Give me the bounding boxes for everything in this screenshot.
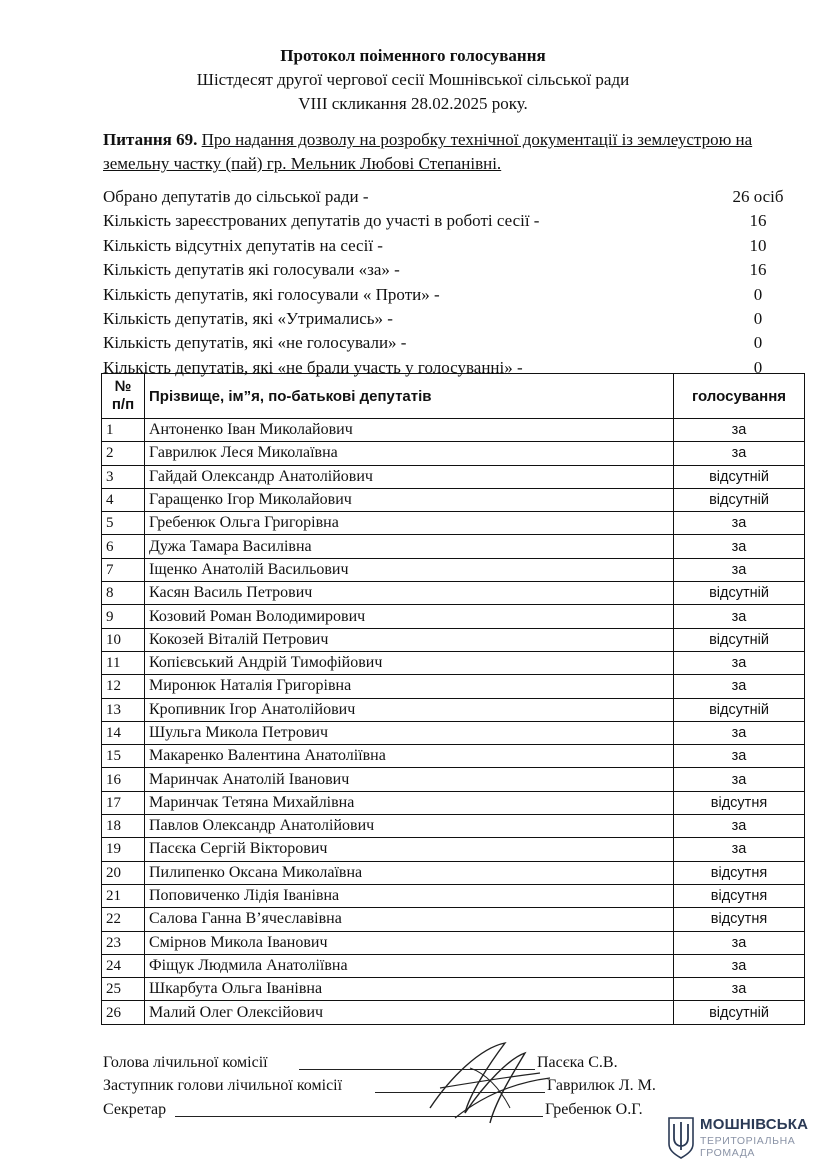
table-row	[102, 558, 805, 581]
deputy-name: Павлов Олександр Анатолійович	[145, 815, 674, 838]
vote-result: відсутня	[674, 884, 805, 907]
row-number: 13	[102, 698, 145, 721]
table-row	[102, 465, 805, 488]
stat-label: Кількість депутатів, які «не брали участь у голосуванні» -	[103, 357, 523, 377]
vote-result: за	[674, 675, 805, 698]
stat-row	[103, 258, 803, 282]
stat-value: 0	[753, 333, 763, 353]
deputy-name: Гайдай Олександр Анатолійович	[145, 465, 674, 488]
table-row	[102, 908, 805, 931]
table-row	[102, 535, 805, 558]
deputy-name: Пилипенко Оксана Миколаївна	[145, 861, 674, 884]
vote-result: за	[674, 815, 805, 838]
table-row	[102, 582, 805, 605]
vote-result: відсутній	[674, 582, 805, 605]
table-row	[102, 1001, 805, 1024]
vote-result: за	[674, 768, 805, 791]
roll-call-table	[101, 373, 805, 1025]
vote-result: за	[674, 721, 805, 744]
stat-value: 16	[749, 211, 767, 231]
column-header-vote: голосування	[674, 374, 805, 419]
vote-result: за	[674, 442, 805, 465]
stat-row	[103, 283, 803, 307]
deputy-name: Гаврилюк Леся Миколаївна	[145, 442, 674, 465]
table-row	[102, 838, 805, 861]
document-title: Протокол поіменного голосування	[280, 46, 546, 65]
vote-result: за	[674, 954, 805, 977]
handwritten-signature	[410, 1038, 560, 1128]
table-row	[102, 721, 805, 744]
vote-result: за	[674, 978, 805, 1001]
table-row	[102, 815, 805, 838]
stat-label: Кількість депутатів, які голосували « Проти» -	[103, 284, 440, 304]
column-header-name: Прізвище, ім”я, по-батькові депутатів	[145, 374, 674, 419]
stat-label: Кількість відсутніх депутатів на сесії -	[103, 235, 383, 255]
trident-icon	[666, 1114, 696, 1162]
vote-result: за	[674, 512, 805, 535]
logo-subtitle: ТЕРИТОРІАЛЬНА	[700, 1135, 796, 1147]
deputy-name: Пасєка Сергій Вікторович	[145, 838, 674, 861]
signature-row-secretary	[103, 1099, 663, 1121]
table-row	[102, 954, 805, 977]
stat-row	[103, 185, 803, 209]
row-number: 17	[102, 791, 145, 814]
deputy-name: Копієвський Андрій Тимофійович	[145, 651, 674, 674]
row-number: 15	[102, 745, 145, 768]
vote-result: за	[674, 745, 805, 768]
row-number: 25	[102, 978, 145, 1001]
deputy-name: Смірнов Микола Іванович	[145, 931, 674, 954]
table-row	[102, 488, 805, 511]
table-row	[102, 791, 805, 814]
row-number: 20	[102, 861, 145, 884]
community-logo	[666, 1114, 816, 1164]
row-number: 7	[102, 558, 145, 581]
stat-value: 0	[753, 357, 763, 377]
stat-value: 26 осіб	[732, 187, 784, 206]
deputy-name: Касян Василь Петрович	[145, 582, 674, 605]
table-row	[102, 605, 805, 628]
vote-result: за	[674, 535, 805, 558]
row-number: 18	[102, 815, 145, 838]
table-row	[102, 512, 805, 535]
convocation-date-line: VIII скликання 28.02.2025 року.	[298, 94, 528, 113]
deputy-name: Гаращенко Ігор Миколайович	[145, 488, 674, 511]
stat-value: 0	[753, 284, 763, 304]
deputy-name: Кропивник Ігор Анатолійович	[145, 698, 674, 721]
row-number: 19	[102, 838, 145, 861]
deputy-name: Кокозей Віталій Петрович	[145, 628, 674, 651]
row-number: 10	[102, 628, 145, 651]
signature-role: Голова лічильної комісії	[103, 1054, 268, 1071]
table-header-row	[102, 374, 805, 419]
signature-row-chair	[103, 1052, 663, 1074]
vote-result: відсутня	[674, 791, 805, 814]
row-number: 14	[102, 721, 145, 744]
stat-value: 0	[753, 308, 763, 328]
stat-row	[103, 307, 803, 331]
signature-role: Заступник голови лічильної комісії	[103, 1077, 343, 1094]
vote-result: відсутня	[674, 861, 805, 884]
question-block	[103, 128, 803, 176]
row-number: 22	[102, 908, 145, 931]
signatory-name: Гаврилюк Л. М.	[547, 1077, 656, 1094]
vote-result: за	[674, 838, 805, 861]
stat-label: Кількість депутатів, які «Утримались» -	[103, 308, 393, 328]
row-number: 1	[102, 419, 145, 442]
stat-label: Кількість зареєстрованих депутатів до участі в роботі сесії -	[103, 211, 540, 231]
signature-role: Секретар	[103, 1101, 167, 1118]
table-row	[102, 651, 805, 674]
table-row	[102, 442, 805, 465]
row-number: 5	[102, 512, 145, 535]
signature-row-deputy	[103, 1075, 683, 1097]
vote-result: відсутній	[674, 1001, 805, 1024]
table-row	[102, 698, 805, 721]
stat-row	[103, 331, 803, 355]
vote-result: відсутній	[674, 488, 805, 511]
deputy-name: Малий Олег Олексійович	[145, 1001, 674, 1024]
stat-value: 10	[749, 235, 767, 255]
deputy-name: Антоненко Іван Миколайович	[145, 419, 674, 442]
deputy-name: Макаренко Валентина Анатоліївна	[145, 745, 674, 768]
table-row	[102, 628, 805, 651]
signatory-name: Гребенюк О.Г.	[545, 1101, 643, 1118]
table-row	[102, 675, 805, 698]
vote-result: за	[674, 419, 805, 442]
deputy-name: Миронюк Наталія Григорівна	[145, 675, 674, 698]
stat-label: Обрано депутатів до сільської ради -	[103, 187, 369, 206]
logo-subtitle: ГРОМАДА	[700, 1147, 756, 1159]
row-number: 3	[102, 465, 145, 488]
stat-row	[103, 234, 803, 258]
row-number: 24	[102, 954, 145, 977]
stat-label: Кількість депутатів, які «не голосували» -	[103, 333, 407, 353]
table-row	[102, 884, 805, 907]
vote-result: відсутня	[674, 908, 805, 931]
vote-result: за	[674, 558, 805, 581]
table-row	[102, 978, 805, 1001]
vote-result: за	[674, 931, 805, 954]
logo-title: МОШНІВСЬКА	[700, 1116, 809, 1133]
row-number: 26	[102, 1001, 145, 1024]
row-number: 23	[102, 931, 145, 954]
row-number: 2	[102, 442, 145, 465]
row-number: 9	[102, 605, 145, 628]
vote-result: за	[674, 651, 805, 674]
row-number: 11	[102, 651, 145, 674]
deputy-name: Шульга Микола Петрович	[145, 721, 674, 744]
stat-row	[103, 209, 803, 233]
deputy-name: Козовий Роман Володимирович	[145, 605, 674, 628]
column-header-number	[102, 374, 145, 419]
deputy-name: Маринчак Тетяна Михайлівна	[145, 791, 674, 814]
deputy-name: Салова Ганна В’ячеславівна	[145, 908, 674, 931]
column-number-line1: №	[114, 378, 132, 395]
table-row	[102, 745, 805, 768]
deputy-name: Дужа Тамара Василівна	[145, 535, 674, 558]
question-number: Питання 69.	[103, 130, 198, 149]
row-number: 6	[102, 535, 145, 558]
session-line: Шістдесят другої чергової сесії Мошнівської сільської ради	[196, 70, 630, 89]
row-number: 4	[102, 488, 145, 511]
vote-statistics	[103, 185, 803, 380]
stat-value: 16	[749, 260, 767, 280]
row-number: 21	[102, 884, 145, 907]
vote-result: відсутній	[674, 698, 805, 721]
table-row	[102, 768, 805, 791]
deputy-name: Шкарбута Ольга Іванівна	[145, 978, 674, 1001]
row-number: 16	[102, 768, 145, 791]
deputy-name: Гребенюк Ольга Григорівна	[145, 512, 674, 535]
column-number-line2: п/п	[111, 396, 135, 413]
deputy-name: Поповиченко Лідія Іванівна	[145, 884, 674, 907]
table-row	[102, 861, 805, 884]
vote-result: відсутній	[674, 628, 805, 651]
deputy-name: Фіщук Людмила Анатоліївна	[145, 954, 674, 977]
row-number: 12	[102, 675, 145, 698]
signatory-name: Пасєка С.В.	[537, 1054, 618, 1071]
table-row	[102, 419, 805, 442]
vote-result: відсутній	[674, 465, 805, 488]
vote-result: за	[674, 605, 805, 628]
question-text: Про надання дозволу на розробку технічної документації із землеустрою на земельну частку (пай) гр. Мельник Любові Степанівні.	[103, 130, 753, 173]
deputy-name: Іщенко Анатолій Васильович	[145, 558, 674, 581]
table-row	[102, 931, 805, 954]
deputy-name: Маринчак Анатолій Іванович	[145, 768, 674, 791]
stat-label: Кількість депутатів які голосували «за» -	[103, 260, 400, 280]
row-number: 8	[102, 582, 145, 605]
